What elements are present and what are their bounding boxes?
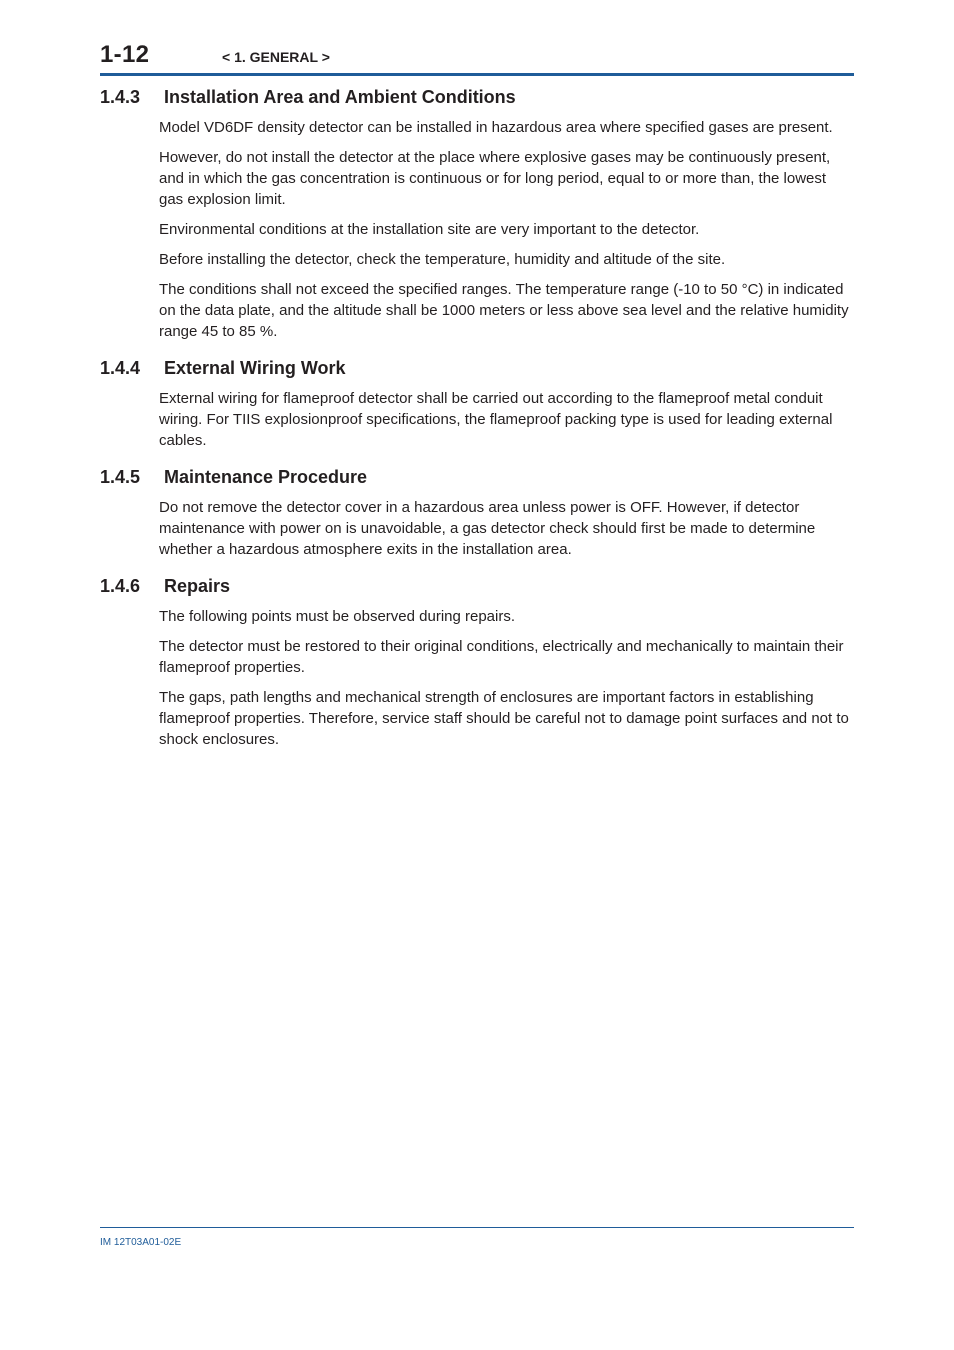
section-title: Repairs <box>164 576 231 596</box>
paragraph: The gaps, path lengths and mechanical strength of enclosures are important factors in establishing flameproof properties. Therefore, service staff should be careful not to damage point surfaces and not to shock enclosures. <box>159 689 849 748</box>
section-title: Maintenance Procedure <box>164 467 368 487</box>
paragraph: External wiring for flameproof detector shall be carried out according to the flameproof metal conduit wiring. For TIIS explosionproof specifications, the flameproof packing type is used for leading external cables. <box>159 390 833 449</box>
section-heading <box>100 574 854 598</box>
paragraph: However, do not install the detector at the place where explosive gases may be continuously present, and in which the gas concentration is continuous or for long period, equal to or more than, the lowest gas explosion limit. <box>159 149 831 208</box>
section-1-4-3 <box>100 85 854 342</box>
section-title: External Wiring Work <box>164 358 346 378</box>
section-title: Installation Area and Ambient Conditions <box>164 87 516 107</box>
section-number: 1.4.4 <box>100 358 141 378</box>
section-number: 1.4.6 <box>100 576 141 596</box>
paragraph: Before installing the detector, check the temperature, humidity and altitude of the site. <box>159 251 726 268</box>
paragraph: Environmental conditions at the installation site are very important to the detector. <box>159 221 700 238</box>
section-1-4-6 <box>100 574 854 750</box>
section-1-4-4 <box>100 356 854 451</box>
paragraph: The following points must be observed during repairs. <box>159 608 516 625</box>
page-content <box>100 85 854 759</box>
paragraph: The conditions shall not exceed the specified ranges. The temperature range (-10 to 50 °C) in indicated on the data plate, and the altitude shall be 1000 meters or less above sea level and the relative humidity range 45 to 85 %. <box>159 281 849 340</box>
page-header <box>100 40 854 76</box>
document-id: IM 12T03A01-02E <box>100 1237 182 1248</box>
footer-rule <box>100 1227 854 1228</box>
paragraph: Do not remove the detector cover in a hazardous area unless power is OFF. However, if detector maintenance with power on is unavoidable, a gas detector check should first be made to determine whether a hazardous atmosphere exits in the installation area. <box>159 499 816 558</box>
page-number: 1-12 <box>100 41 150 68</box>
header-rule <box>100 73 854 76</box>
section-1-4-5 <box>100 465 854 560</box>
section-heading <box>100 465 854 489</box>
paragraph: Model VD6DF density detector can be installed in hazardous area where specified gases are present. <box>159 119 833 136</box>
section-number: 1.4.3 <box>100 87 141 107</box>
section-heading <box>100 85 854 109</box>
section-number: 1.4.5 <box>100 467 141 487</box>
section-heading <box>100 356 854 380</box>
paragraph: The detector must be restored to their original conditions, electrically and mechanically to maintain their flameproof properties. <box>159 638 844 676</box>
chapter-title: < 1. GENERAL > <box>222 49 330 65</box>
